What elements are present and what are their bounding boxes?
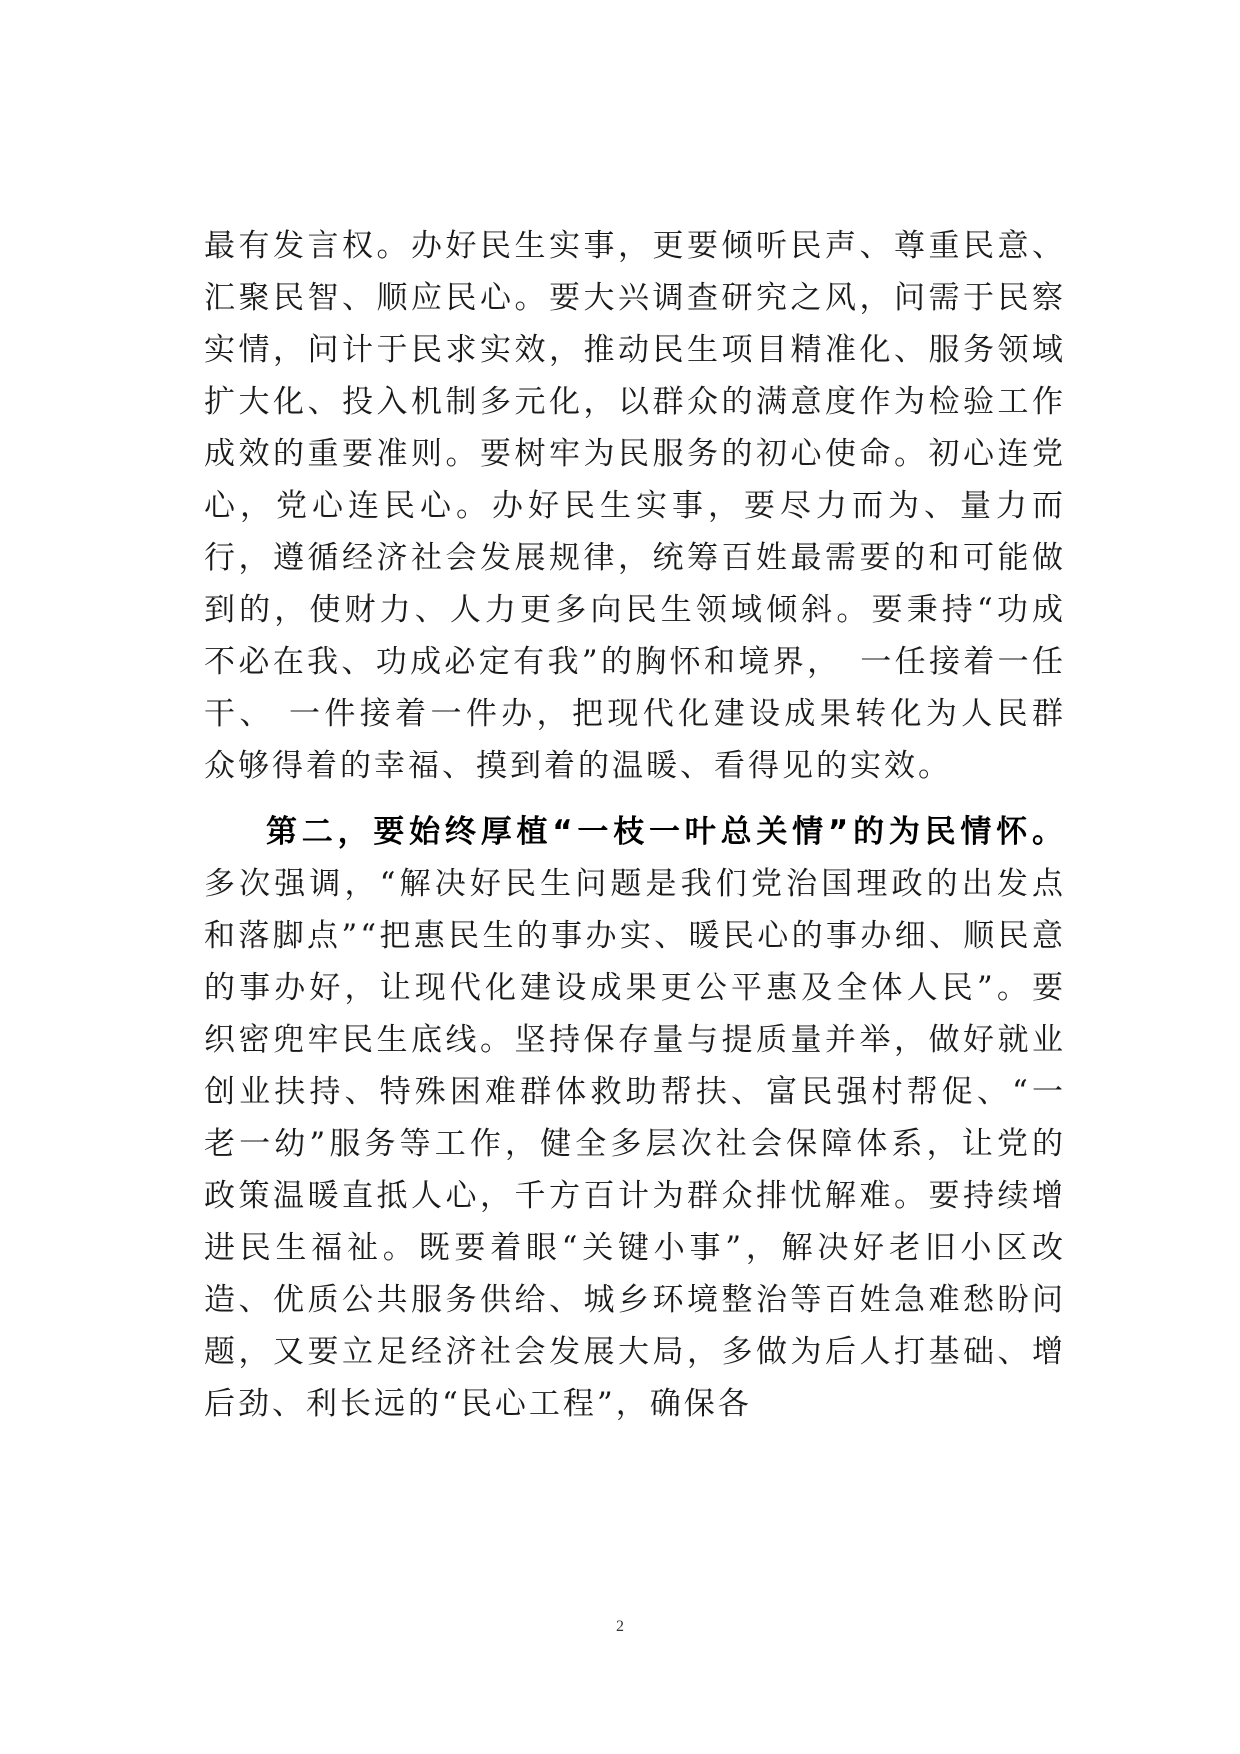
paragraph-continuation <box>204 220 1066 792</box>
paragraph-text: 最有发言权。办好民生实事，更要倾听民声、尊重民意、汇聚民智、顺应民心。要大兴调查研究之风，问需于民察实情，问计于民求实效，推动民生项目精准化、服务领域扩大化、投入机制多元化，以群众的满意度作为检验工作成效的重要准则。要树牢为民服务的初心使命。初心连党心，党心连民心。办好民生实事，要尽力而为、量力而行，遵循经济社会发展规律，统筹百姓最需要的和可能做到的，使财力、人力更多向民生领域倾斜。要秉持“功成不必在我、功成必定有我”的胸怀和境界， 一任接着一任干、 一件接着一件办，把现代化建设成果转化为人民群众够得着的幸福、摸到着的温暖、看得见的实效。 <box>204 228 1066 784</box>
document-body <box>204 220 1066 1430</box>
paragraph-heading: 第二，要始终厚植“一枝一叶总关情”的为民情怀。 <box>266 814 1066 850</box>
page-number: 2 <box>616 1618 624 1635</box>
paragraph-text: 多次强调，“解决好民生问题是我们党治国理政的出发点和落脚点”“把惠民生的事办实、暖民心的事办细、顺民意的事办好，让现代化建设成果更公平惠及全体人民”。要织密兜牢民生底线。坚持保存量与提质量并举，做好就业创业扶持、特殊困难群体救助帮扶、富民强村帮促、“一老一幼”服务等工作，健全多层次社会保障体系，让党的政策温暖直抵人心，千方百计为群众排忧解难。要持续增进民生福祉。既要着眼“关键小事”，解决好老旧小区改造、优质公共服务供给、城乡环境整治等百姓急难愁盼问题，又要立足经济社会发展大局，多做为后人打基础、增后劲、利长远的“民心工程”，确保各 <box>204 866 1066 1422</box>
paragraph-second-point <box>204 806 1066 1430</box>
